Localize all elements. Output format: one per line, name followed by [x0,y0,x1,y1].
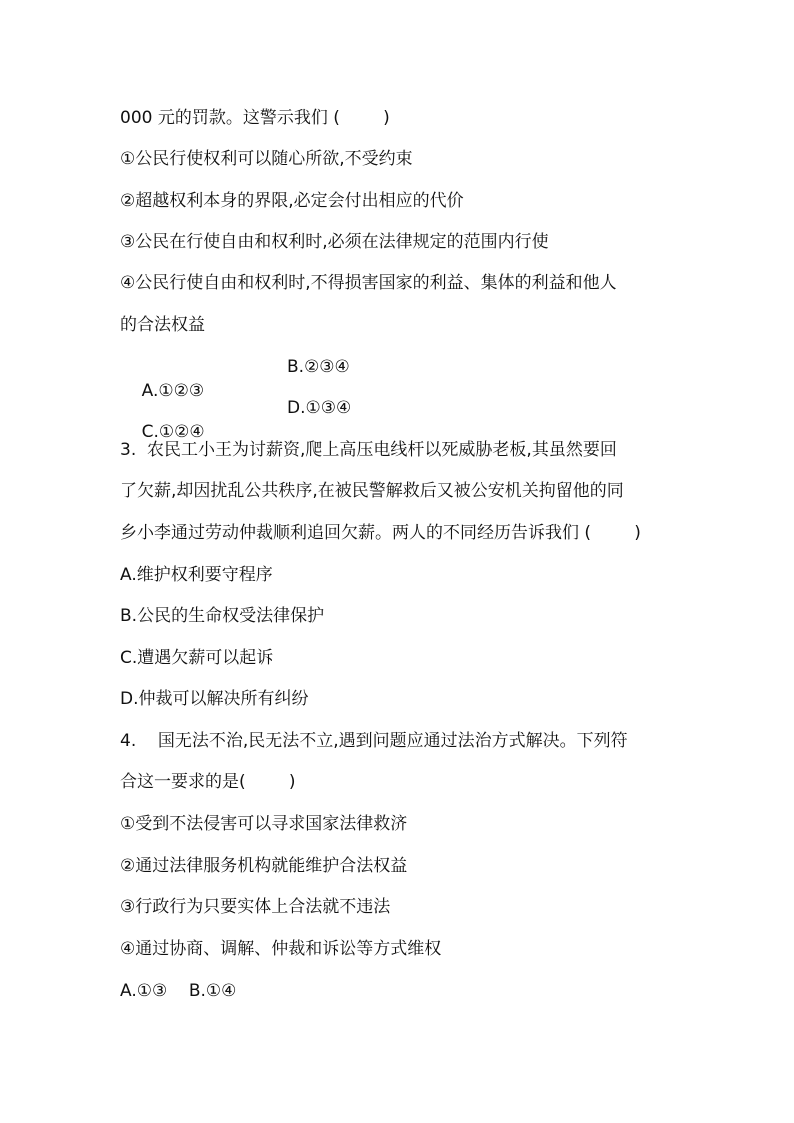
q4-item-1: ①受到不法侵害可以寻求国家法律救济 [120,814,408,834]
q2-option-b: B.②③④ [287,357,350,377]
q2-item-3: ③公民在行使自由和权利时,必须在法律规定的范围内行使 [120,232,549,252]
q4-item-2: ②通过法律服务机构就能维护合法权益 [120,856,408,876]
q2-stem-tail: 000 元的罚款。这警示我们 ( ) [120,108,390,128]
q3-option-d: D.仲裁可以解决所有纠纷 [120,689,309,709]
q2-option-d: D.①③④ [287,398,352,418]
q2-option-c: C.①②④ [141,422,205,442]
q2-item-2: ②超越权利本身的界限,必定会付出相应的代价 [120,191,464,211]
q4-stem-line-2: 合这一要求的是( ) [120,772,296,792]
q4-options: A.①③ B.①④ [120,981,237,1001]
q3-option-b: B.公民的生命权受法律保护 [120,606,325,626]
q3-stem-line-1: 3. 农民工小王为讨薪资,爬上高压电线杆以死威胁老板,其虽然要回 [120,440,617,460]
q4-item-3: ③行政行为只要实体上合法就不违法 [120,897,391,917]
q3-option-c: C.遭遇欠薪可以起诉 [120,648,274,668]
q2-item-4-cont: 的合法权益 [120,315,205,335]
q3-option-a: A.维护权利要守程序 [120,565,273,585]
q3-stem-line-3: 乡小李通过劳动仲裁顺利追回欠薪。两人的不同经历告诉我们 ( ) [120,523,641,543]
q3-stem-line-2: 了欠薪,却因扰乱公共秩序,在被民警解救后又被公安机关拘留他的同 [120,481,624,501]
q2-item-1: ①公民行使权利可以随心所欲,不受约束 [120,149,413,169]
q2-option-a: A.①②③ [141,381,205,401]
q4-item-4: ④通过协商、调解、仲裁和诉讼等方式维权 [120,939,442,959]
q4-stem-line-1: 4. 国无法不治,民无法不立,遇到问题应通过法治方式解决。下列符 [120,731,628,751]
q2-item-4: ④公民行使自由和权利时,不得损害国家的利益、集体的利益和他人 [120,273,617,293]
